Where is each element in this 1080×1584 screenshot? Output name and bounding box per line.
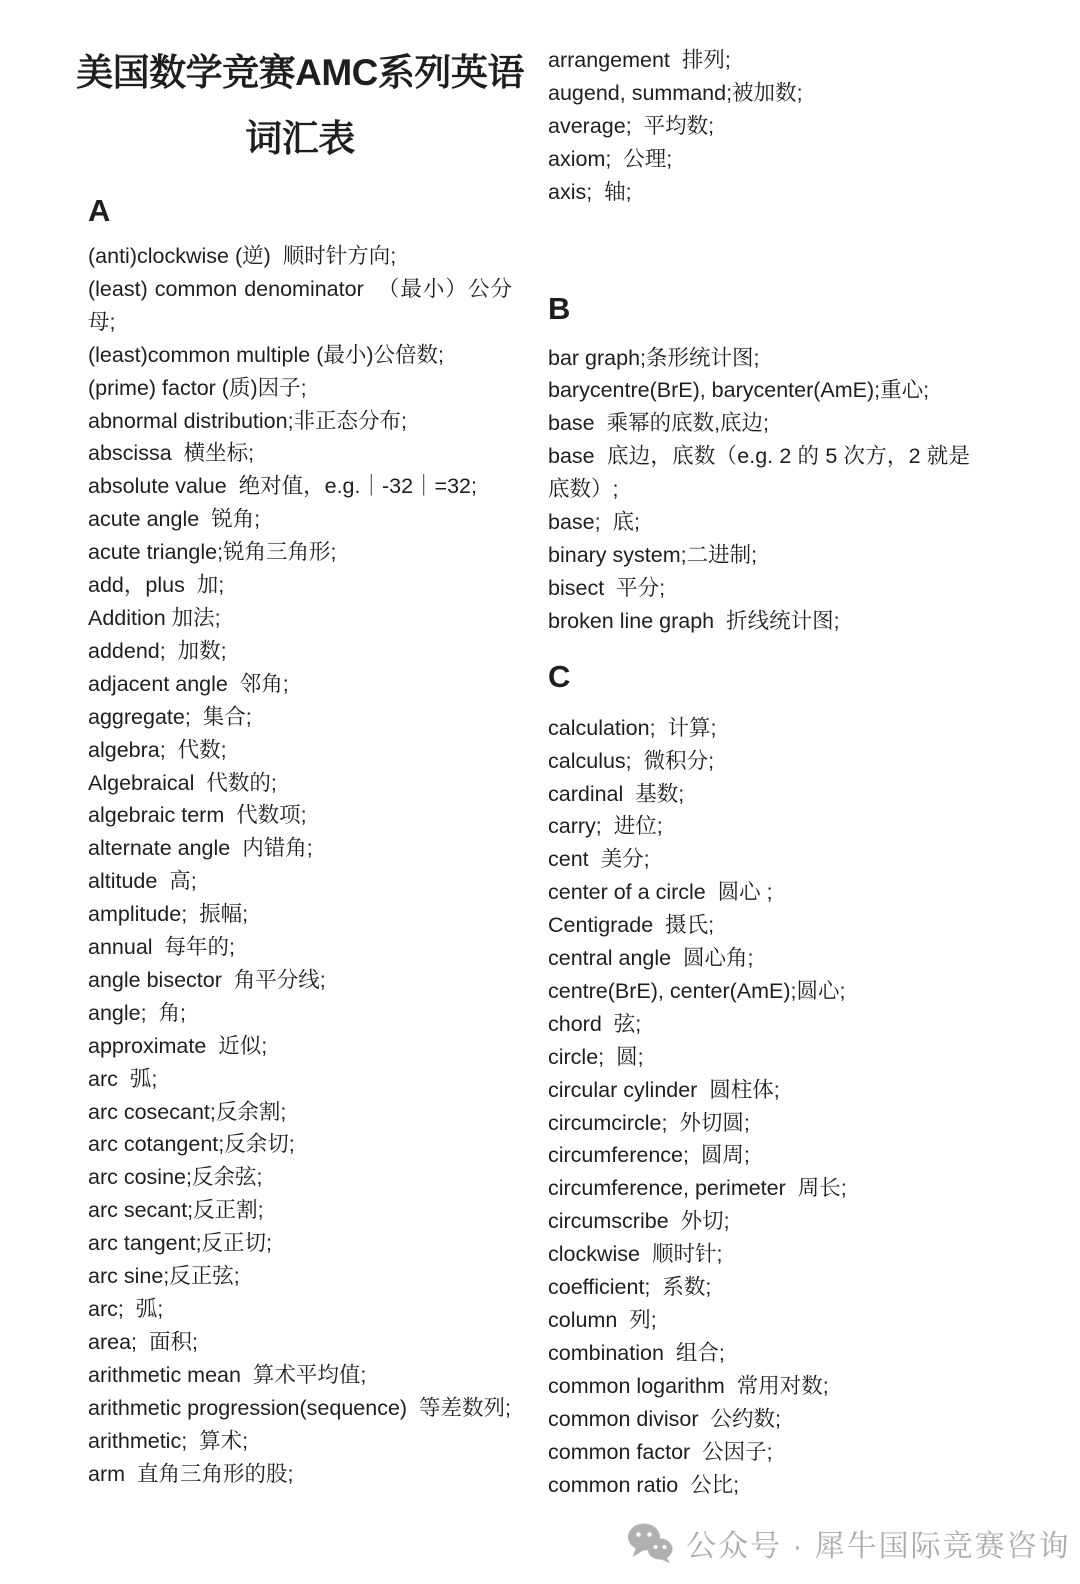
vocab-entry: arc tangent;反正切; bbox=[88, 1231, 273, 1256]
vocab-entry: carry; 进位; bbox=[548, 814, 663, 839]
section-c-entry-list bbox=[548, 712, 970, 1502]
vocab-entry: adjacent angle 邻角; bbox=[88, 671, 289, 696]
page-title-line-2: 词汇表 bbox=[245, 118, 355, 159]
vocab-entry: circle; 圆; bbox=[548, 1044, 644, 1069]
vocab-entry: altitude 高; bbox=[88, 869, 197, 894]
section-a-continued-entry-list bbox=[548, 44, 970, 209]
right-column bbox=[548, 44, 970, 1501]
vocab-entry: addend; 加数; bbox=[88, 638, 227, 663]
vocab-entry: arrangement 排列; bbox=[548, 48, 731, 72]
vocab-entry: common factor 公因子; bbox=[548, 1439, 773, 1464]
wechat-icon bbox=[627, 1523, 673, 1563]
vocab-entry: absolute value 绝对值，e.g.｜-32｜=32; bbox=[88, 474, 477, 499]
vocab-entry: add，plus 加; bbox=[88, 573, 225, 598]
vocab-entry: common ratio 公比; bbox=[548, 1472, 740, 1497]
vocab-entry: circular cylinder 圆柱体; bbox=[548, 1077, 780, 1102]
page-title bbox=[60, 40, 540, 172]
vocab-entry: arc cosine;反余弦; bbox=[88, 1165, 263, 1190]
vocab-entry: acute angle 锐角; bbox=[88, 507, 261, 532]
vocab-entry: calculus; 微积分; bbox=[548, 748, 715, 773]
vocab-entry: binary system;二进制; bbox=[548, 542, 758, 567]
vocab-entry: common logarithm 常用对数; bbox=[548, 1373, 829, 1398]
vocab-entry: (anti)clockwise (逆) 顺时针方向; bbox=[88, 244, 397, 268]
left-column bbox=[88, 189, 512, 1490]
vocab-entry: arc secant;反正割; bbox=[88, 1198, 264, 1223]
vocab-entry: algebra; 代数; bbox=[88, 737, 227, 762]
vocab-entry: algebraic term 代数项; bbox=[88, 803, 307, 828]
vocab-entry: cardinal 基数; bbox=[548, 781, 685, 806]
vocab-entry: arc cosecant;反余割; bbox=[88, 1099, 287, 1124]
vocab-entry: arc cotangent;反余切; bbox=[88, 1132, 295, 1157]
page-title-line-1: 美国数学竞赛AMC系列英语 bbox=[76, 52, 524, 93]
vocab-entry: circumference; 圆周; bbox=[548, 1143, 750, 1168]
vocab-entry: center of a circle 圆心 ; bbox=[548, 880, 773, 905]
vocab-entry: (prime) factor (质)因子; bbox=[88, 375, 307, 400]
section-heading-c: C bbox=[548, 658, 571, 694]
vocab-entry: clockwise 顺时针; bbox=[548, 1242, 723, 1267]
vocab-entry: arithmetic; 算术; bbox=[88, 1428, 249, 1453]
vocab-entry: annual 每年的; bbox=[88, 935, 235, 960]
section-heading-a: A bbox=[88, 193, 111, 228]
vocab-entry: alternate angle 内错角; bbox=[88, 836, 313, 861]
vocab-entry: bar graph;条形统计图; bbox=[548, 345, 760, 370]
vocab-entry: abscissa 横坐标; bbox=[88, 441, 255, 466]
vocab-entry: axiom; 公理; bbox=[548, 146, 673, 171]
vocab-entry: central angle 圆心角; bbox=[548, 946, 754, 971]
vocab-entry: acute triangle;锐角三角形; bbox=[88, 540, 337, 565]
vocab-entry: base 乘幂的底数,底边; bbox=[548, 411, 770, 436]
section-b-entry-list bbox=[548, 342, 970, 638]
section-a-entry-list bbox=[88, 240, 512, 1490]
vocab-entry: coefficient; 系数; bbox=[548, 1275, 712, 1300]
vocab-entry: centre(BrE), center(AmE);圆心; bbox=[548, 978, 846, 1003]
section-heading-b: B bbox=[548, 290, 571, 326]
vocab-entry: (least)common multiple (最小)公倍数; bbox=[88, 342, 444, 367]
vocab-entry: calculation; 计算; bbox=[548, 715, 717, 740]
vocab-entry: Addition 加法; bbox=[88, 605, 221, 630]
vocab-entry: column 列; bbox=[548, 1308, 657, 1332]
vocab-entry: cent 美分; bbox=[548, 847, 650, 872]
vocab-entry: augend, summand;被加数; bbox=[548, 80, 803, 105]
vocab-entry: bisect 平分; bbox=[548, 575, 666, 600]
vocab-entry: axis; 轴; bbox=[548, 179, 632, 204]
vocab-entry: average; 平均数; bbox=[548, 113, 715, 138]
vocab-entry: circumference, perimeter 周长; bbox=[548, 1176, 847, 1201]
vocab-entry: amplitude; 振幅; bbox=[88, 902, 249, 927]
vocab-entry: chord 弦; bbox=[548, 1011, 642, 1036]
vocab-entry: angle bisector 角平分线; bbox=[88, 967, 326, 992]
vocab-entry: arc; 弧; bbox=[88, 1297, 164, 1321]
vocab-entry: arithmetic mean 算术平均值; bbox=[88, 1362, 367, 1387]
vocab-entry: circumscribe 外切; bbox=[548, 1209, 730, 1234]
vocab-entry: arithmetic progression(sequence) 等差数列; bbox=[88, 1395, 511, 1420]
vocab-entry: broken line graph 折线统计图; bbox=[548, 608, 840, 633]
vocab-entry: barycentre(BrE), barycenter(AmE);重心; bbox=[548, 378, 930, 403]
vocab-entry: (least) common denominator （最小）公分母; bbox=[88, 276, 512, 334]
vocab-entry: base; 底; bbox=[548, 510, 641, 535]
vocab-entry: arc sine;反正弦; bbox=[88, 1264, 240, 1289]
vocab-entry: approximate 近似; bbox=[88, 1033, 268, 1058]
vocab-entry: common divisor 公约数; bbox=[548, 1406, 781, 1431]
vocab-entry: combination 组合; bbox=[548, 1340, 725, 1365]
vocab-entry: Algebraical 代数的; bbox=[88, 770, 277, 795]
vocab-entry: base 底边，底数（e.g. 2 的 5 次方，2 就是底数）; bbox=[548, 444, 970, 502]
vocab-entry: arc 弧; bbox=[88, 1066, 158, 1091]
watermark-badge bbox=[627, 1521, 1071, 1565]
vocab-entry: angle; 角; bbox=[88, 1000, 186, 1025]
vocab-entry: Centigrade 摄氏; bbox=[548, 913, 715, 938]
vocab-entry: arm 直角三角形的股; bbox=[88, 1461, 294, 1486]
vocab-entry: aggregate; 集合; bbox=[88, 704, 252, 729]
vocab-entry: area; 面积; bbox=[88, 1329, 198, 1354]
vocab-entry: circumcircle; 外切圆; bbox=[548, 1110, 750, 1135]
watermark-text: 公众号 · 犀牛国际竞赛咨询 bbox=[686, 1530, 1071, 1563]
vocab-entry: abnormal distribution;非正态分布; bbox=[88, 408, 408, 433]
